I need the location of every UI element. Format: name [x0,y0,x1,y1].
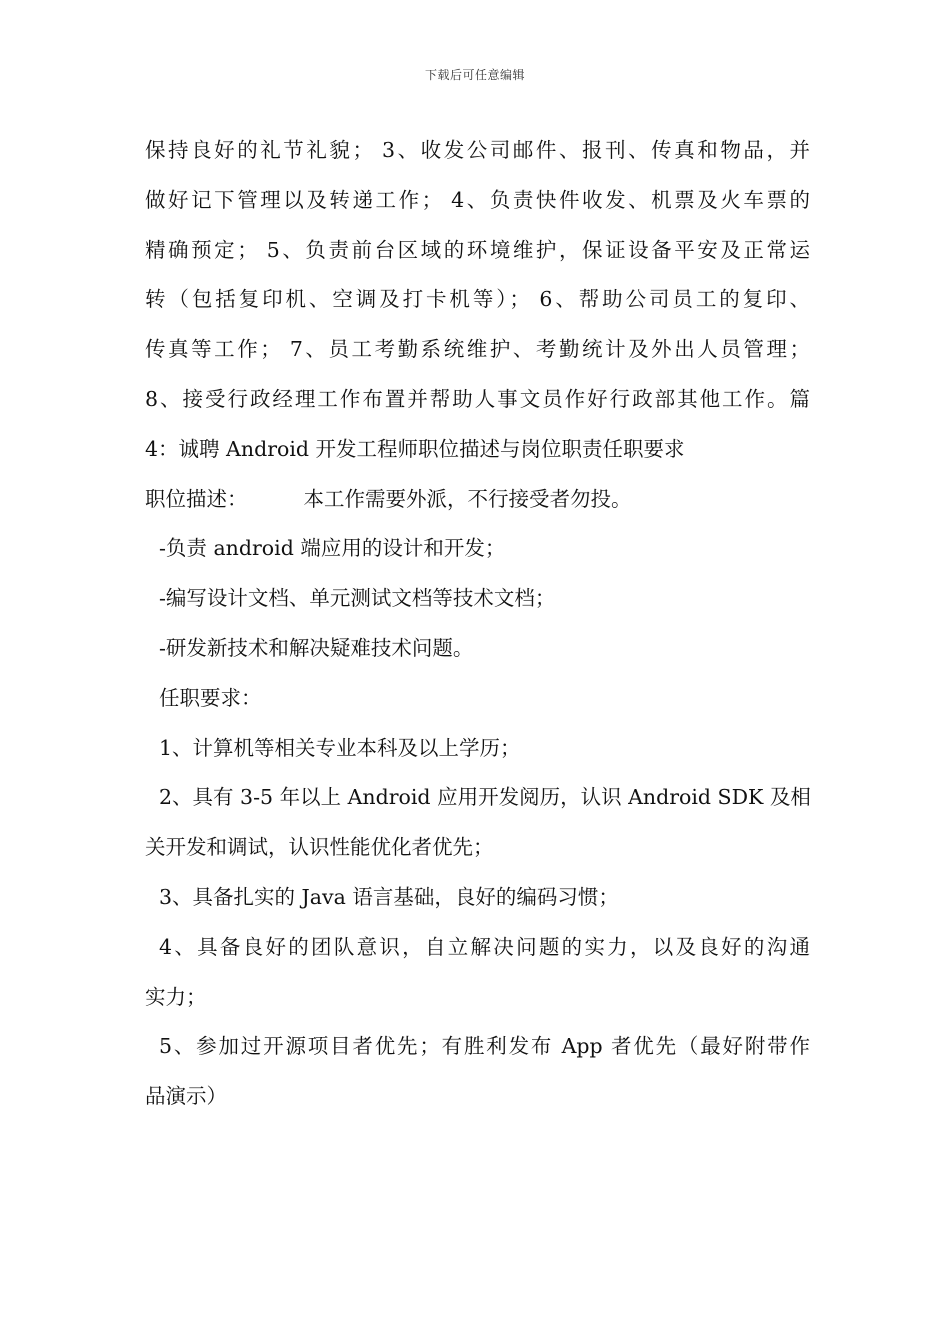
requirements-label: 任职要求： [159,685,262,710]
text-line: 传真等工作； 7、员工考勤系统维护、考勤统计及外出人员管理； [145,337,810,362]
requirement-item: 5、参加过开源项目者优先；有胜利发布 App 者优先（最好附带作 [159,1034,810,1059]
job-description-line [145,475,810,525]
requirement-item-cont: 关开发和调试，认识性能优化者优先； [145,835,494,860]
job-description-label: 职位描述： [145,486,248,511]
requirement-item: 4、具备良好的团队意识，自立解决问题的实力，以及良好的沟通 [159,934,810,959]
requirement-item: 2、具有 3-5 年以上 Android 应用开发阅历，认识 Android SDK 及相 [159,785,811,810]
duty-item: -负责 android 端应用的设计和开发； [159,536,506,561]
page-header: 下载后可任意编辑 [424,68,525,82]
duty-item: -研发新技术和解决疑难技术问题。 [159,635,474,660]
duty-item: -编写设计文档、单元测试文档等技术文档； [159,586,556,611]
text-line: 做好记下管理以及转递工作； 4、负责快件收发、机票及火车票的 [145,187,810,212]
section-title: 4：诚聘 Android 开发工程师职位描述与岗位职责任职要求 [145,436,685,461]
requirement-item: 1、计算机等相关专业本科及以上学历； [159,735,521,760]
requirement-item-cont: 实力； [145,984,207,1009]
requirement-item: 3、具备扎实的 Java 语言基础，良好的编码习惯； [159,884,619,909]
text-line: 精确预定； 5、负责前台区域的环境维护，保证设备平安及正常运 [145,237,810,262]
text-line: 8、接受行政经理工作布置并帮助人事文员作好行政部其他工作。篇 [145,386,810,411]
job-description-text: 本工作需要外派，不行接受者勿投。 [303,486,632,511]
text-line: 保持良好的礼节礼貌； 3、收发公司邮件、报刊、传真和物品，并 [145,138,810,162]
document-body [145,126,810,1122]
requirement-item-cont: 品演示） [145,1084,227,1109]
text-line: 转（包括复印机、空调及打卡机等）； 6、帮助公司员工的复印、 [145,287,810,312]
